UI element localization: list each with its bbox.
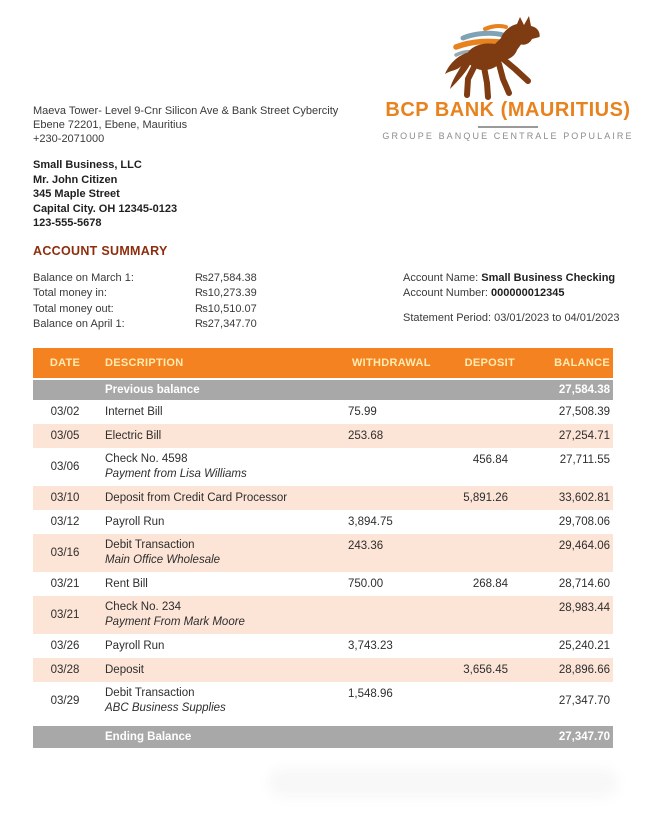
description-text: Internet Bill: [105, 405, 163, 418]
transaction-row: [33, 572, 613, 596]
cell-withdrawal: 1,548.96: [348, 687, 393, 700]
description-text: Rent Bill: [105, 577, 148, 590]
statement-period: Statement Period: 03/01/2023 to 04/01/2023: [403, 312, 620, 324]
previous-balance-row: [33, 380, 613, 400]
cell-description: [97, 534, 345, 572]
bank-tagline: GROUPE BANQUE CENTRALE POPULAIRE: [382, 131, 634, 141]
bank-address-line1: Maeva Tower- Level 9-Cnr Silicon Ave & Bank Street Cybercity: [33, 105, 339, 117]
summary-value: ₨27,584.38: [195, 272, 257, 284]
logo-divider: [478, 126, 538, 128]
cell-withdrawal: 75.99: [348, 405, 377, 418]
summary-row: [33, 302, 257, 317]
account-summary-title: ACCOUNT SUMMARY: [33, 244, 168, 258]
description-text: Check No. 4598: [105, 453, 188, 465]
ending-balance-label: Ending Balance: [105, 731, 192, 743]
cell-deposit: [432, 534, 518, 572]
cell-balance: 28,714.60: [558, 577, 610, 590]
cell-deposit: [432, 424, 518, 448]
account-number-line: [403, 286, 620, 301]
description-note: Payment From Mark Moore: [105, 616, 245, 628]
cell-description: [97, 510, 345, 534]
cell-date: 03/12: [50, 515, 80, 528]
description-note: ABC Business Supplies: [105, 702, 226, 714]
description-note: Payment from Lisa Williams: [105, 468, 247, 480]
account-info-block: [403, 271, 620, 326]
cell-balance: 29,708.06: [558, 515, 610, 528]
cell-balance: 25,240.21: [558, 639, 610, 652]
customer-address-block: [33, 158, 177, 231]
description-note: Main Office Wholesale: [105, 554, 221, 566]
cell-balance: 29,464.06: [558, 539, 610, 552]
summary-label: Total money in:: [33, 287, 107, 300]
cell-withdrawal: 243.36: [348, 539, 384, 552]
table-header-row: [33, 348, 613, 378]
cell-withdrawal: 253.68: [348, 429, 384, 442]
transaction-rows: [33, 400, 613, 720]
account-summary-table: [33, 271, 257, 333]
header-description: DESCRIPTION: [105, 357, 184, 369]
cell-deposit: 3,656.45: [463, 663, 508, 676]
cell-description: [97, 682, 345, 720]
cell-date: 03/21: [50, 608, 80, 621]
transaction-row: [33, 534, 613, 572]
description-text: Debit Transaction: [105, 687, 195, 699]
cell-description: [97, 634, 345, 658]
summary-row: [33, 271, 257, 286]
cell-date: 03/21: [50, 577, 80, 590]
transaction-row: [33, 658, 613, 682]
transaction-row: [33, 400, 613, 424]
transaction-row: [33, 510, 613, 534]
cell-balance: 28,896.66: [558, 663, 610, 676]
account-name-label: Account Name:: [403, 272, 482, 284]
cell-withdrawal: [345, 658, 432, 682]
description-text: Check No. 234: [105, 601, 182, 613]
cell-deposit: [432, 682, 518, 720]
summary-label: Balance on March 1:: [33, 272, 134, 284]
previous-balance-value: 27,584.38: [558, 384, 610, 396]
cell-description: [97, 596, 345, 634]
cell-date: 03/02: [50, 405, 80, 418]
previous-balance-label: Previous balance: [105, 384, 200, 396]
cell-withdrawal: [345, 448, 432, 486]
customer-street: 345 Maple Street: [33, 188, 120, 201]
description-text: Deposit from Credit Card Processor: [105, 491, 288, 504]
account-number-value: 000000012345: [491, 287, 565, 299]
summary-label: Balance on April 1:: [33, 318, 125, 331]
bank-phone: +230-2071000: [33, 133, 105, 145]
cell-date: 03/29: [50, 694, 80, 707]
cell-description: [97, 400, 345, 424]
cell-balance: 33,602.81: [558, 491, 610, 504]
cell-description: [97, 572, 345, 596]
transaction-row: [33, 682, 613, 720]
cell-withdrawal: 3,894.75: [348, 515, 393, 528]
customer-company: Small Business, LLC: [33, 159, 142, 171]
customer-city: Capital City. OH 12345-0123: [33, 202, 178, 215]
summary-label: Total money out:: [33, 302, 114, 315]
transaction-row: [33, 486, 613, 510]
cell-withdrawal: 750.00: [348, 577, 384, 590]
account-name-line: [403, 271, 620, 286]
cell-date: 03/10: [50, 491, 80, 504]
cell-balance: 28,983.44: [558, 601, 610, 614]
transaction-row: [33, 634, 613, 658]
faint-scan-artifact: [268, 768, 618, 798]
transaction-row: [33, 596, 613, 634]
summary-value: ₨27,347.70: [195, 318, 257, 331]
cell-withdrawal: [345, 596, 432, 634]
cell-deposit: [432, 596, 518, 634]
cell-balance: 27,711.55: [559, 453, 610, 466]
customer-name: Mr. John Citizen: [33, 173, 118, 186]
cell-date: 03/28: [50, 663, 80, 676]
cell-description: [97, 448, 345, 486]
customer-phone: 123-555-5678: [33, 217, 102, 230]
transaction-table: [33, 348, 613, 748]
header-deposit: DEPOSIT: [464, 357, 515, 369]
account-number-label: Account Number:: [403, 287, 492, 299]
transaction-row: [33, 424, 613, 448]
cell-deposit: 456.84: [472, 453, 508, 466]
summary-value: ₨10,273.39: [195, 287, 257, 300]
cell-date: 03/26: [50, 639, 80, 652]
cell-deposit: [432, 400, 518, 424]
summary-row: [33, 317, 257, 332]
cell-withdrawal: 3,743.23: [348, 639, 393, 652]
cell-balance: 27,254.71: [558, 429, 610, 442]
description-text: Electric Bill: [105, 429, 162, 442]
description-text: Payroll Run: [105, 515, 165, 528]
cell-withdrawal: [345, 486, 432, 510]
description-text: Deposit: [105, 663, 144, 676]
cell-balance: 27,347.70: [558, 694, 610, 707]
cell-deposit: [432, 634, 518, 658]
bank-address-block: [33, 104, 338, 146]
header-balance: BALANCE: [554, 357, 610, 369]
transaction-row: [33, 448, 613, 486]
cell-balance: 27,508.39: [558, 405, 610, 418]
cell-date: 03/16: [50, 546, 80, 559]
cell-date: 03/05: [50, 429, 80, 442]
header-withdrawal: WITHDRAWAL: [352, 357, 431, 369]
account-name-value: Small Business Checking: [481, 272, 616, 284]
ending-balance-value: 27,347.70: [558, 731, 610, 743]
summary-value: ₨10,510.07: [195, 302, 257, 315]
cell-description: [97, 486, 345, 510]
bank-name: BCP BANK (MAURITIUS): [385, 99, 631, 121]
bank-address-line2: Ebene 72201, Ebene, Mauritius: [33, 119, 188, 131]
description-text: Debit Transaction: [105, 539, 195, 551]
header-date: DATE: [49, 357, 81, 369]
cell-date: 03/06: [50, 460, 80, 473]
ending-balance-row: [33, 726, 613, 748]
cell-description: [97, 424, 345, 448]
description-text: Payroll Run: [105, 639, 165, 652]
horse-logo-icon: [437, 8, 547, 108]
summary-row: [33, 286, 257, 301]
cell-deposit: [432, 510, 518, 534]
cell-description: [97, 658, 345, 682]
cell-deposit: 268.84: [472, 577, 508, 590]
cell-deposit: 5,891.26: [463, 491, 508, 504]
